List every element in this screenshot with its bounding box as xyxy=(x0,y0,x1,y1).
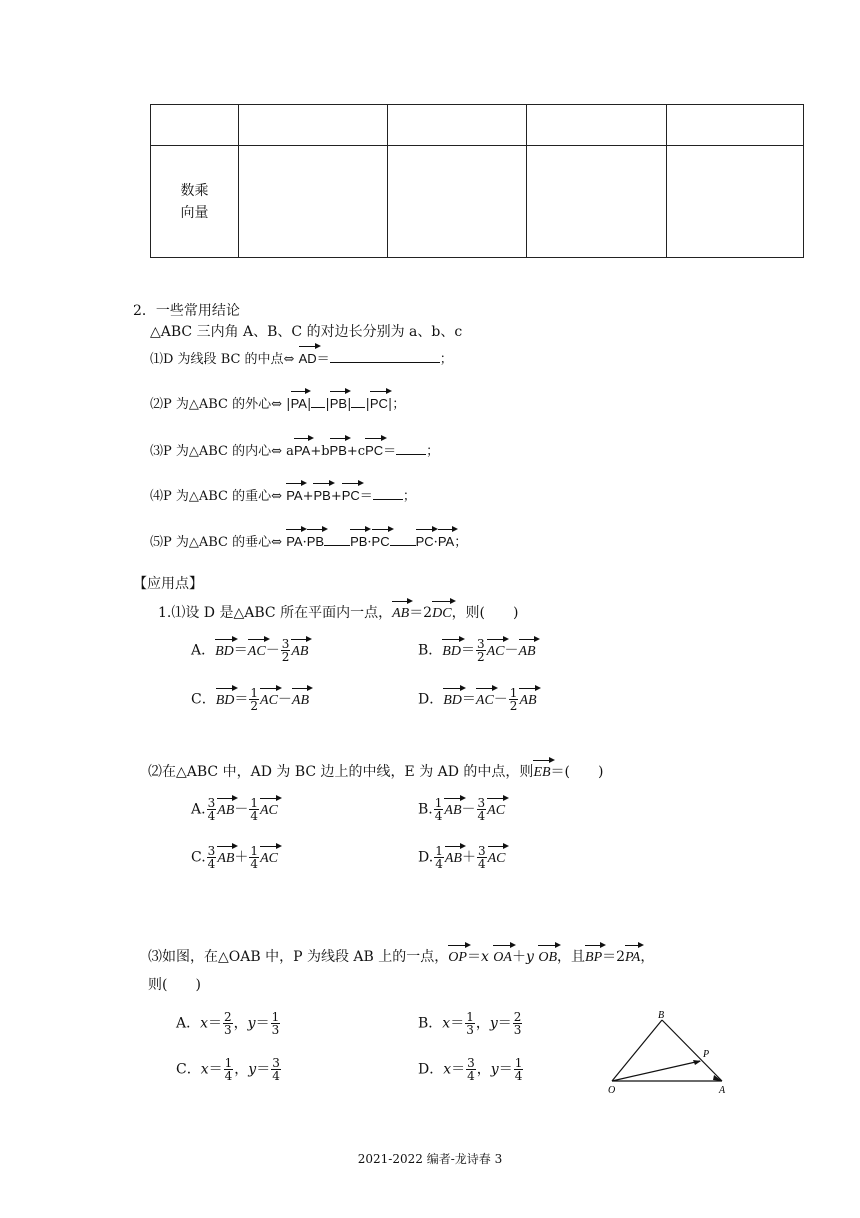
label-B: B xyxy=(658,1010,665,1021)
vector-PC: PC xyxy=(365,443,384,458)
triangle-oab-figure xyxy=(600,1005,740,1100)
vector-PA: PA xyxy=(293,443,311,458)
label-O: O xyxy=(608,1085,616,1096)
question-text: ⑵在△ABC 中，AD 为 BC 边上的中线，E 为 AD 的中点，则 xyxy=(148,764,534,780)
section-intro: △ABC 三内角 A、B、C 的对边长分别为 a、b、c xyxy=(150,324,463,340)
conclusion-text: ⑷P 为△ABC 的重心⇔ xyxy=(150,489,283,504)
answer-blank[interactable] xyxy=(330,348,440,363)
option-A[interactable]: A. $\frac{3}{4}$ AB－ $\frac{1}{4}$ AC xyxy=(191,796,278,823)
label-P: P xyxy=(703,1049,710,1060)
answer-blank[interactable] xyxy=(396,440,426,455)
vector-EB: EB xyxy=(533,765,551,780)
option-B[interactable]: B．x＝ $\frac{1}{3}$ ，y＝ $\frac{2}{3}$ xyxy=(418,1010,522,1037)
vector-PB: PB xyxy=(329,443,347,458)
question-1-2 xyxy=(148,761,603,781)
table-cell xyxy=(239,146,388,258)
question-1-3-tail: 则( ) xyxy=(148,977,201,993)
answer-blank[interactable] xyxy=(390,531,416,546)
table-cell xyxy=(388,146,527,258)
vector-PA: PA xyxy=(286,488,303,503)
vector-PB: PB xyxy=(350,534,368,549)
conclusion-4: ⑷P 为△ABC 的重心⇔ PA+PB+PC＝ ； xyxy=(150,485,416,504)
segment-BA xyxy=(662,1020,722,1081)
option-D[interactable]: D．x＝ $\frac{3}{4}$ ，y＝ $\frac{1}{4}$ xyxy=(418,1056,523,1083)
vector-PC: PC xyxy=(369,396,388,411)
label-A: A xyxy=(719,1085,726,1096)
answer-blank[interactable] xyxy=(324,531,350,546)
question-text: ，则( ) xyxy=(451,605,519,621)
conclusion-text: ⑵P 为△ABC 的外心⇔ xyxy=(150,397,283,412)
option-C[interactable]: C．x＝ $\frac{1}{4}$ ，y＝ $\frac{3}{4}$ xyxy=(176,1056,280,1083)
vector-PB: PB xyxy=(306,534,325,549)
vector-PB: PB xyxy=(313,488,331,503)
option-A[interactable]: A．x＝ $\frac{2}{3}$ ，y＝ $\frac{1}{3}$ xyxy=(176,1010,280,1037)
conclusion-3: ⑶P 为△ABC 的内心⇔ aPA+bPB+cPC＝ ； xyxy=(150,440,439,459)
apply-heading: 【应用点】 xyxy=(133,576,203,592)
table-cell xyxy=(239,105,388,146)
row-label-scalar-multiplication: 数乘 向量 xyxy=(151,146,239,258)
vector-PA: PA xyxy=(286,534,303,549)
vector-PC: PC xyxy=(341,488,360,503)
page-footer: 2021-2022 编者-龙诗春 3 xyxy=(357,1152,503,1166)
answer-blank[interactable] xyxy=(351,393,365,408)
table-cell xyxy=(667,146,804,258)
vector-PA: PA xyxy=(290,396,307,411)
conclusion-5: ⑸P 为△ABC 的垂心⇔ PA·PB PB·PC PC·PA； xyxy=(150,531,467,550)
conclusion-text: ⑸P 为△ABC 的垂心⇔ xyxy=(150,535,283,550)
question-text: 1.⑴设 D 是△ABC 所在平面内一点， xyxy=(158,605,393,621)
option-B[interactable]: B. $\frac{1}{4}$ AB－ $\frac{3}{4}$ AC xyxy=(418,796,506,823)
question-text: ⑶如图，在△OAB 中，P 为线段 AB 上的一点， xyxy=(148,949,449,965)
conclusion-1: ⑴D 为线段 BC 的中点⇔ AD＝ ； xyxy=(150,348,453,367)
vector-PA: PA xyxy=(437,534,455,549)
option-C[interactable]: C．BD＝ $\frac{1}{2}$ AC－AB xyxy=(191,686,310,713)
vector-PC: PC xyxy=(415,534,434,549)
option-A[interactable]: A．BD＝AC－ $\frac{3}{2}$ AB xyxy=(191,637,309,664)
option-D[interactable]: D．BD＝AC－ $\frac{1}{2}$ AB xyxy=(418,686,537,713)
conclusion-text: ⑶P 为△ABC 的内心⇔ xyxy=(150,444,283,459)
vector-PC: PC xyxy=(371,534,390,549)
question-text: ＝( ) xyxy=(550,764,604,780)
answer-blank[interactable] xyxy=(311,393,325,408)
table-cell xyxy=(388,105,527,146)
table-cell xyxy=(151,105,239,146)
question-1-1: 1.⑴设 D 是△ABC 所在平面内一点，AB＝2DC，则( ) xyxy=(158,605,519,621)
question-text: ，且 xyxy=(557,949,586,965)
operation-table xyxy=(150,104,804,258)
option-C[interactable]: C. $\frac{3}{4}$ AB＋ $\frac{1}{4}$ AC xyxy=(191,844,278,871)
option-D[interactable]: D. $\frac{1}{4}$ AB＋ $\frac{3}{4}$ AC xyxy=(418,844,506,871)
table-cell xyxy=(527,105,667,146)
answer-blank[interactable] xyxy=(373,485,403,500)
vector-DC: DC xyxy=(432,606,452,621)
section-heading: 2．一些常用结论 xyxy=(133,303,240,319)
vector-AB: AB xyxy=(392,606,410,621)
vector-PB: PB xyxy=(329,396,348,411)
question-1-3: ⑶如图，在△OAB 中，P 为线段 AB 上的一点，OP＝x OA＋y OB，且BP＝2PA， xyxy=(148,949,655,965)
table-cell xyxy=(667,105,804,146)
question-text: ， xyxy=(640,949,655,965)
table-cell xyxy=(527,146,667,258)
option-B[interactable]: B．BD＝ $\frac{3}{2}$ AC－AB xyxy=(418,637,536,664)
conclusion-text: ⑴D 为线段 BC 的中点⇔ xyxy=(150,352,295,367)
conclusion-2: ⑵P 为△ABC 的外心⇔ |PA| |PB| |PC|； xyxy=(150,393,405,412)
vector-AD: AD xyxy=(298,351,317,366)
